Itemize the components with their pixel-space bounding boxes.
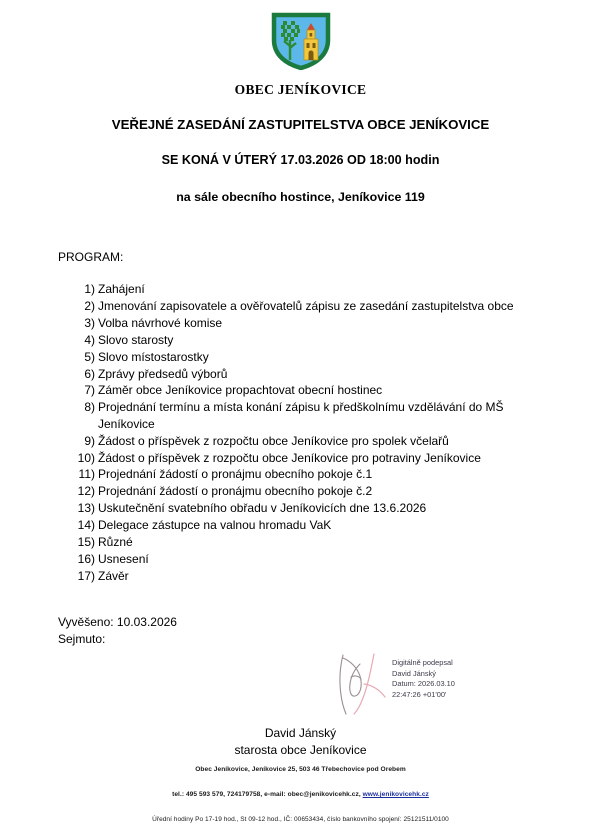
list-item (72, 366, 561, 382)
footer (0, 766, 601, 824)
meeting-datetime: SE KONÁ V ÚTERÝ 17.03.2026 OD 18:00 hodin (161, 153, 440, 167)
list-item-label: Delegace zástupce na valnou hromadu VaK (98, 518, 332, 533)
list-item (72, 450, 561, 466)
list-item-number: 14) (77, 518, 95, 533)
list-item (72, 483, 561, 499)
page-title: VEŘEJNÉ ZASEDÁNÍ ZASTUPITELSTVA OBCE JENÍKOVICE (111, 117, 490, 132)
list-item-label: Projednání termínu a místa konání zápisu k předškolnímu vzdělávání do MŠ Jeníkovice (98, 400, 504, 431)
list-item-label: Slovo starosty (98, 332, 174, 347)
list-item-label: Usnesení (98, 552, 149, 566)
list-item (72, 517, 561, 533)
list-item (72, 568, 561, 584)
footer-contact-text: tel.: 495 593 579, 724179758, e-mail: obec@jenikovicehk.cz, (172, 791, 363, 798)
list-item-label: Projednání žádostí o pronájmu obecního pokoje č.1 (98, 467, 373, 482)
list-item-label: Žádost o příspěvek z rozpočtu obce Jeníkovice pro spolek včelařů (98, 433, 449, 448)
list-item (72, 315, 561, 331)
list-item-label: Volba návrhové komise (98, 315, 223, 330)
posting-dates (58, 614, 601, 648)
signature-meta-line-3: Datum: 2026.03.10 (392, 679, 455, 689)
footer-address: Obec Jeníkovice, Jeníkovice 25, 503 46 Třebechovice pod Orebem (195, 766, 406, 773)
crest-container (0, 0, 601, 75)
list-item-label: Žádost o příspěvek z rozpočtu obce Jeníkovice pro potraviny Jeníkovice (98, 450, 481, 465)
program-list (72, 281, 561, 584)
signature-meta-line-2: David Jánský (392, 668, 436, 678)
posted-date: Vyvěšeno: 10.03.2026 (58, 615, 177, 630)
list-item (72, 298, 561, 314)
list-item-number: 6) (84, 366, 95, 381)
village-name: OBEC JENÍKOVICE (234, 82, 367, 97)
footer-contact (0, 791, 601, 799)
list-item (72, 534, 561, 550)
list-item-label: Uskutečnění svatebního obřadu v Jeníkovicích dne 13.6.2026 (98, 501, 427, 516)
list-item (72, 466, 561, 482)
list-item-label: Závěr (98, 568, 129, 583)
list-item-number: 15) (77, 535, 95, 550)
list-item-number: 4) (84, 332, 95, 347)
list-item (72, 281, 561, 297)
list-item (72, 349, 561, 365)
footer-office-info: Úřední hodiny Po 17-19 hod., St 09-12 hod., IČ: 00653434, číslo bankovního spojení: 25121511/0100 (152, 816, 449, 823)
list-item-label: Projednání žádostí o pronájmu obecního pokoje č.2 (98, 484, 373, 499)
list-item-number: 17) (77, 568, 95, 583)
list-item-number: 5) (84, 349, 95, 364)
list-item (72, 433, 561, 449)
list-item (72, 551, 561, 567)
list-item-label: Zahájení (98, 282, 145, 296)
list-item-number: 12) (77, 484, 95, 499)
signature-metadata (392, 658, 455, 700)
list-item-number: 11) (78, 467, 95, 482)
list-item-number: 1) (84, 282, 95, 296)
list-item-label: Záměr obce Jeníkovice propachtovat obecní hostinec (98, 383, 383, 398)
program-label: PROGRAM: (58, 250, 124, 264)
coat-of-arms-icon (271, 12, 331, 70)
signer-name: David Jánský (264, 726, 337, 740)
signature-meta-line-1: Digitálně podepsal (392, 658, 453, 667)
list-item-label: Zprávy předsedů výborů (98, 366, 228, 381)
list-item-label: Různé (98, 535, 133, 550)
signer-role: starosta obce Jeníkovice (234, 743, 367, 757)
list-item-number: 9) (84, 433, 95, 448)
list-item-label: Slovo místostarostky (98, 349, 209, 364)
digital-signature-block (330, 651, 530, 721)
signer-block (0, 726, 601, 757)
meeting-location: na sále obecního hostince, Jeníkovice 119 (176, 190, 425, 204)
list-item (72, 399, 561, 432)
list-item-number: 16) (77, 552, 95, 566)
list-item-number: 7) (84, 383, 95, 398)
removed-date: Sejmuto: (58, 632, 106, 647)
list-item-number: 3) (84, 315, 95, 330)
list-item (72, 332, 561, 348)
list-item-label: Jmenování zapisovatele a ověřovatelů zápisu ze zasedání zastupitelstva obce (98, 298, 514, 313)
list-item (72, 382, 561, 398)
list-item-number: 2) (84, 298, 95, 313)
list-item-number: 10) (77, 450, 95, 465)
list-item-number: 8) (84, 400, 95, 415)
list-item (72, 500, 561, 516)
footer-website-link[interactable]: www.jenikovicehk.cz (362, 791, 429, 798)
list-item-number: 13) (77, 501, 95, 516)
signature-meta-line-4: 22:47:26 +01'00' (392, 689, 447, 699)
